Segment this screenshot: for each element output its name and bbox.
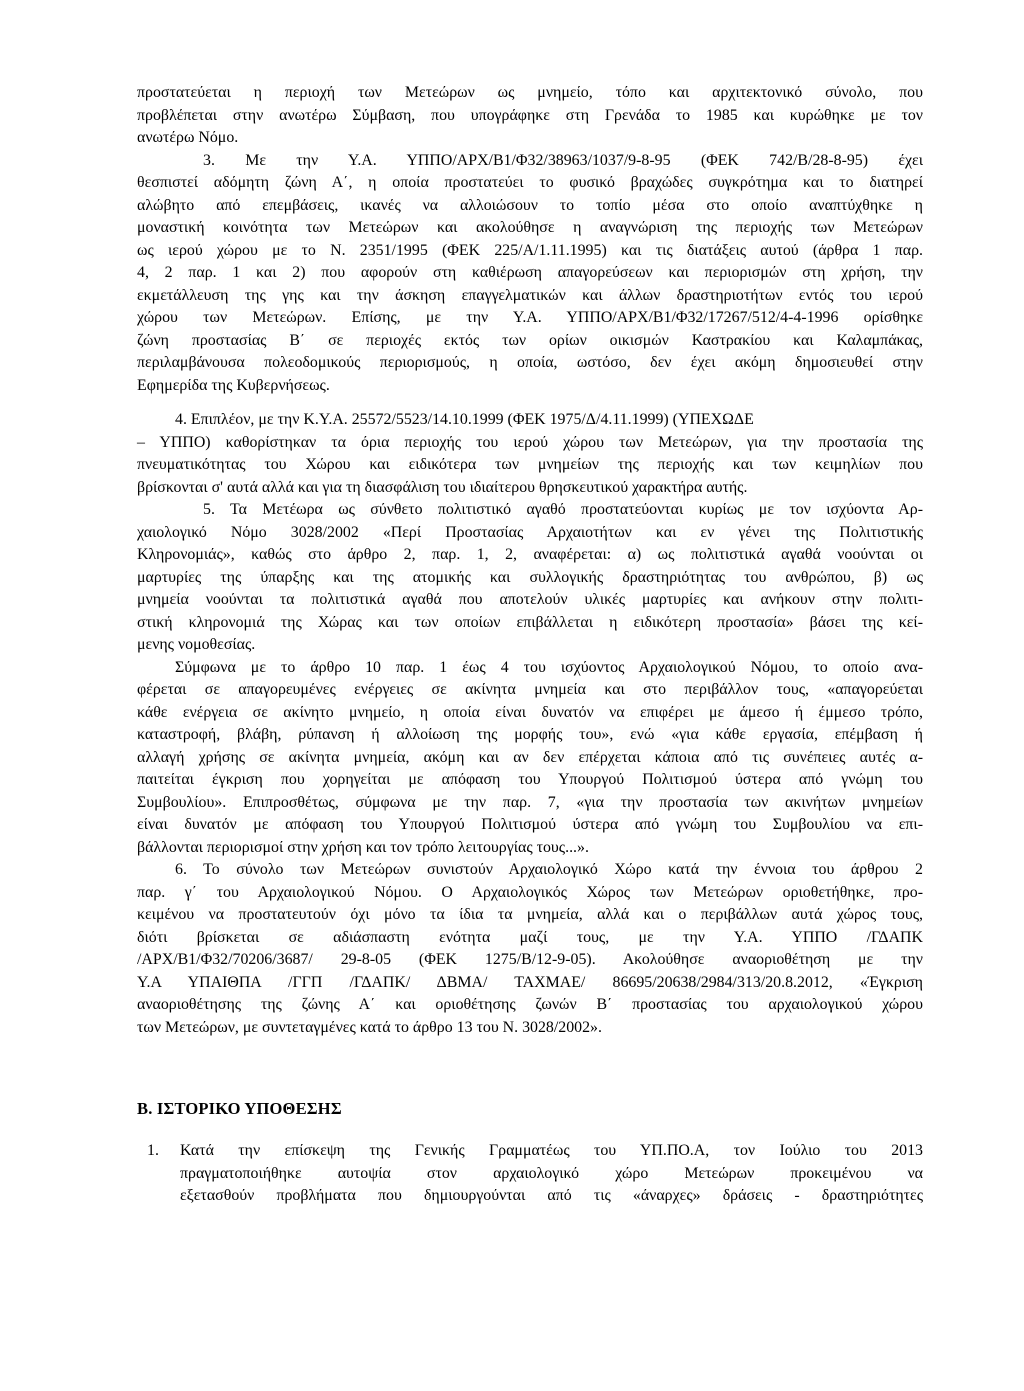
text-line: παιτείται έγκριση που χορηγείται με απόφαση του Υπουργού Πολιτισμού ύστερα από γνώμη του xyxy=(137,771,923,788)
text-line: παρ. γ΄ του Αρχαιολογικού Νόμου. Ο Αρχαιολογικός Χώρος των Μετεώρων οριοθετήθηκε, προ- xyxy=(137,883,923,901)
text-line: 4. Επιπλέον, με την Κ.Υ.Α. 25572/5523/14.10.1999 (ΦΕΚ 1975/Δ/4.11.1999) (ΥΠΕΧΩΔΕ xyxy=(175,411,754,428)
text-line: μαρτυρίες της ύπαρξης και της ατομικής και συλλογικής δραστηριότητας του ανθρώπου, β) ως xyxy=(137,568,923,586)
text-line: στική κληρονομιά της Χώρας και των οποίων επιβάλλεται η ειδικότερη προστασία» βάσει της κεί- xyxy=(137,613,923,631)
text-line: Σύμφωνα με το άρθρο 10 παρ. 1 έως 4 του ισχύοντος Αρχαιολογικού Νόμου, το οποίο ανα- xyxy=(175,658,923,676)
text-line: 3. Με την Υ.Α. ΥΠΠΟ/ΑΡΧ/Β1/Φ32/38963/1037/9-8-95 (ΦΕΚ 742/Β/28-8-95) έχει xyxy=(203,151,923,169)
text-line: διότι βρίσκεται σε αδιάσπαστη ενότητα μαζί τους, με την Υ.Α. ΥΠΠΟ /ΓΔΑΠΚ xyxy=(137,928,923,946)
text-line: χώρου των Μετεώρων. Επίσης, με την Υ.Α. ΥΠΠΟ/ΑΡΧ/Β1/Φ32/17267/512/4-4-1996 ορίσθηκε xyxy=(137,309,923,326)
text-line: εκμετάλλευση της γης και την άσκηση επαγγελματικών και άλλων δραστηριοτήτων εντός του ιερού xyxy=(137,286,923,304)
text-block-lower xyxy=(137,409,923,1039)
text-line: 6. Το σύνολο των Μετεώρων συνιστούν Αρχαιολογικό Χώρο κατά την έννοια του άρθρου 2 xyxy=(175,861,923,878)
text-line: Εφημερίδα της Κυβερνήσεως. xyxy=(137,376,330,394)
text-line: κειμένου να προστατευτούν όχι μόνο τα ίδια τα μνημεία, αλλά και ο περιβάλλων αυτά χώρος τους, xyxy=(137,906,923,923)
text-line: κάθε ενέργεια σε ακίνητο μνημείο, η οποία είναι δυνατόν να επιφέρει με άμεσο ή έμμεσο τρόπο, xyxy=(137,703,923,721)
text-line: αλλαγή χρήσης σε ακίνητα μνημεία, ακόμη και αν δεν επέρχεται κάποια από τις συνέπειες αυτές α- xyxy=(137,748,923,766)
text-line: Υ.Α ΥΠΑΙΘΠΑ /ΓΓΠ /ΓΔΑΠΚ/ ΔΒΜΑ/ ΤΑΧΜΑΕ/ 86695/20638/2984/313/20.8.2012, «Έγκριση xyxy=(137,973,923,991)
text-line: πραγματοποιήθηκε αυτοψία στον αρχαιολογικό χώρο Μετεώρων προκειμένου να xyxy=(180,1164,923,1182)
text-line: αλώβητο από επεμβάσεις, ικανές να αλλοιώσουν το τοπίο μέσα στο οποίο αναπτύχθηκε η xyxy=(137,196,923,214)
list-item-body xyxy=(180,1140,923,1208)
text-line: των Μετεώρων, με συντεταγμένες κατά το άρθρο 13 του Ν. 3028/2002». xyxy=(137,1018,602,1036)
text-line: προστατεύεται η περιοχή των Μετεώρων ως μνημείο, τόπο και αρχιτεκτονικό σύνολο, που xyxy=(137,84,923,101)
text-line: μνημεία νοούνται τα πολιτιστικά αγαθά που αποτελούν υλικές μαρτυρίες και ανήκουν στην πολιτι- xyxy=(137,591,923,608)
text-line: βάλλονται περιορισμοί στην χρήση και τον τρόπο λειτουργίας τους...». xyxy=(137,838,589,856)
text-line: χαιολογικό Νόμο 3028/2002 «Περί Προστασίας Αρχαιοτήτων και εν γένει της Πολιτιστικής xyxy=(137,523,923,541)
text-line: θεσπιστεί αδόμητη ζώνη Α΄, η οποία προστατεύει το φυσικό βραχώδες συγκρότημα και το διατηρεί xyxy=(137,174,923,191)
text-line: 5. Τα Μετέωρα ως σύνθετο πολιτιστικό αγαθό προστατεύονται κυρίως με τον ισχύοντα Αρ- xyxy=(203,501,923,518)
text-line: Συμβουλίου». Επιπροσθέτως, σύμφωνα με την παρ. 7, «για την προστασία των ακινήτων μνημείων xyxy=(137,793,923,811)
text-line: – ΥΠΠΟ) καθορίστηκαν τα όρια περιοχής του ιερού χώρου των Μετεώρων, για την προστασία της xyxy=(137,433,923,451)
section-heading: Β. ΙΣΤΟΡΙΚΟ ΥΠΟΘΕΣΗΣ xyxy=(137,1099,342,1118)
text-line: ως ιερού χώρου με το Ν. 2351/1995 (ΦΕΚ 225/Α/1.11.1995) και τις διατάξεις αυτού (άρθρα 1 παρ. xyxy=(137,241,923,259)
text-line: αναοριοθέτησης της ζώνης Α΄ και οριοθέτησης ζωνών Β΄ προστασίας του αρχαιολογικού χώρου xyxy=(137,996,923,1013)
text-line: μοναστική κοινότητα των Μετεώρων και ακολούθησε η αναγνώριση της περιοχής των Μετεώρων xyxy=(137,219,923,236)
list-item-number: 1. xyxy=(147,1142,159,1159)
text-line: Κατά την επίσκεψη της Γενικής Γραμματέως του ΥΠ.ΠΟ.Α, τον Ιούλιο του 2013 xyxy=(180,1142,923,1159)
text-line: φέρεται σε απαγορευμένες ενέργειες σε ακίνητα μνημεία και στο περιβάλλον τους, «απαγορεύεται xyxy=(137,681,923,698)
text-line: πνευματικότητας του Χώρου και ειδικότερα των μνημείων της περιοχής και των κειμηλίων που xyxy=(137,456,923,473)
text-line: εξετασθούν προβλήματα που δημιουργούνται από τις «άναρχες» δράσεις - δραστηριότητες xyxy=(180,1187,923,1204)
text-line: βρίσκονται σ' αυτά αλλά και για τη διασφάλιση του ιδιαίτερου θρησκευτικού χαρακτήρα αυτής. xyxy=(137,478,748,496)
text-line: Κληρονομιάς», καθώς στο άρθρο 2, παρ. 1, 2, αναφέρεται: α) ως πολιτιστικά αγαθά νοούνται οι xyxy=(137,546,923,563)
text-line: 4, 2 παρ. 1 και 2) που αφορούν στη καθιέρωση απαγορεύσεων και περιορισμών στη χρήση, την xyxy=(137,264,923,281)
text-line: μενης νομοθεσίας. xyxy=(137,636,256,653)
text-line: είναι δυνατόν με απόφαση του Υπουργού Πολιτισμού ύστερα από γνώμη του Συμβουλίου να επι- xyxy=(137,816,923,833)
text-line: ανωτέρω Νόμο. xyxy=(137,129,239,146)
text-line: /ΑΡΧ/Β1/Φ32/70206/3687/ 29-8-05 (ΦΕΚ 1275/Β/12-9-05). Ακολούθησε αναοριοθέτηση με την xyxy=(137,951,923,968)
text-line: καταστροφή, βλάβη, ρύπανση ή αλλοίωση της μορφής του», ενώ «για κάθε εργασία, επέμβαση ή xyxy=(137,726,923,743)
text-line: ζώνη προστασίας Β΄ σε περιοχές εκτός των ορίων οικισμών Καστρακίου και Καλαμπάκας, xyxy=(137,331,923,349)
text-line: προβλέπεται στην ανωτέρω Σύμβαση, που υπογράφηκε στη Γρενάδα το 1985 και κυρώθηκε με τον xyxy=(137,106,923,124)
text-block-upper xyxy=(137,82,923,397)
text-line: περιλαμβάνουσα πολεοδομικούς περιορισμούς, η οποία, ωστόσο, δεν έχει ακόμη δημοσιευθεί στην xyxy=(137,354,923,371)
